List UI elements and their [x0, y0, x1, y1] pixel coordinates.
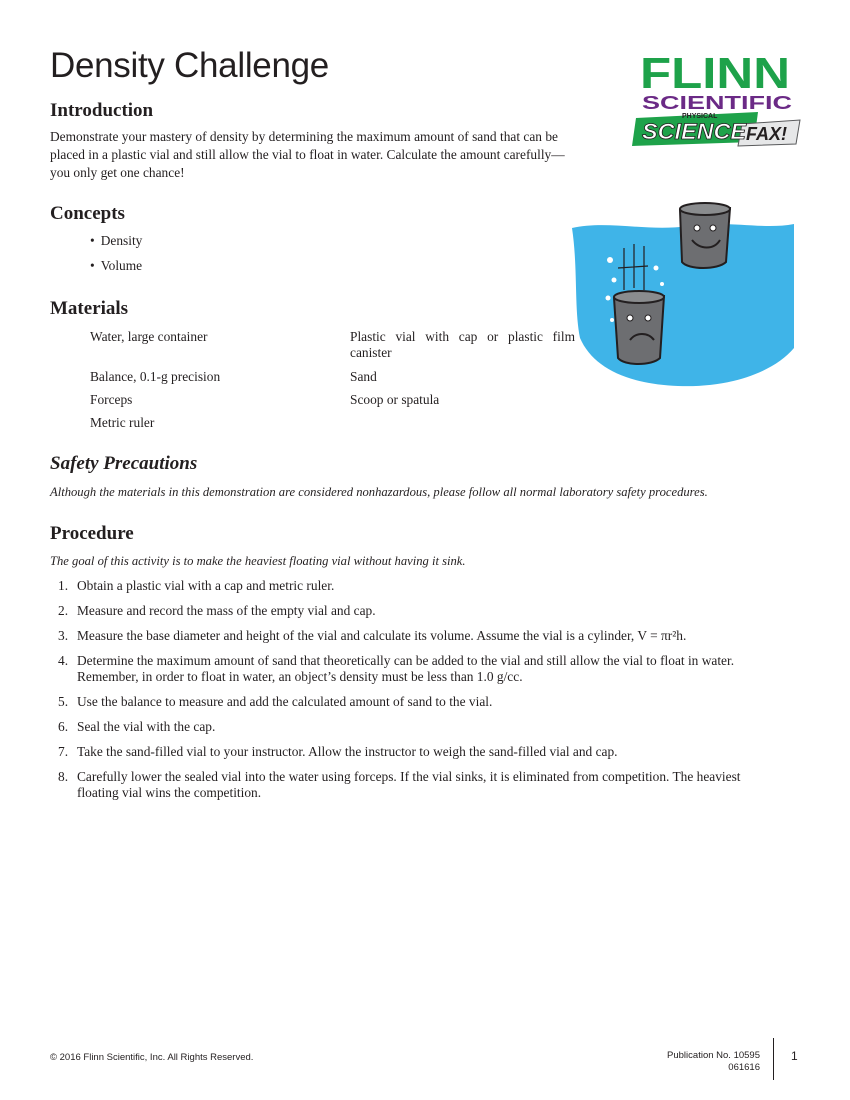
concepts-list — [90, 233, 142, 283]
introduction-text: Demonstrate your mastery of density by determining the maximum amount of sand that can be placed in a plastic vial and still allow the vial to float in water. Calculate the amount carefully—you only get one chance! — [50, 129, 565, 180]
material-item: Plastic vial with cap or plastic film canister — [350, 329, 575, 360]
material-item: Sand — [350, 369, 377, 384]
material-item: Metric ruler — [90, 415, 155, 430]
procedure-step: 6. Seal the vial with the cap. — [58, 719, 216, 734]
footer-copyright: © 2016 Flinn Scientific, Inc. All Rights Reserved. — [50, 1052, 254, 1063]
floating-vials-illustration — [568, 198, 798, 393]
procedure-step: 7. Take the sand-filled vial to your instructor. Allow the instructor to weigh the sand-filled vial and cap. — [58, 744, 618, 759]
procedure-goal: The goal of this activity is to make the heaviest floating vial without having it sink. — [50, 554, 466, 568]
procedure-step: 1. Obtain a plastic vial with a cap and metric ruler. — [58, 578, 335, 593]
footer-divider — [773, 1038, 774, 1080]
logo-scientific: SCIENTIFIC — [642, 93, 792, 113]
logo-physical: PHYSICAL — [682, 113, 718, 120]
sinking-vial-icon — [614, 291, 664, 364]
concepts-heading: Concepts — [50, 203, 125, 224]
materials-heading: Materials — [50, 298, 129, 319]
procedure-steps — [50, 578, 765, 810]
logo-fax: FAX! — [746, 124, 788, 144]
material-item: Balance, 0.1-g precision — [90, 369, 221, 384]
safety-heading: Safety Precautions — [50, 453, 198, 474]
material-item: Scoop or spatula — [350, 392, 440, 407]
concept-item: • Density — [90, 233, 142, 258]
flinn-logo — [630, 46, 805, 154]
page-number: 1 — [791, 1049, 798, 1063]
procedure-step: 2. Measure and record the mass of the empty vial and cap. — [58, 603, 376, 618]
footer-publication: Publication No. 10595 061616 — [667, 1050, 760, 1073]
safety-text: Although the materials in this demonstration are considered nonhazardous, please follow all normal laboratory safety procedures. — [50, 485, 708, 499]
material-item: Forceps — [90, 392, 133, 407]
introduction-heading: Introduction — [50, 100, 154, 121]
procedure-step: 3. Measure the base diameter and height of the vial and calculate its volume. Assume the vial is a cylinder, V = πr²h. — [58, 628, 687, 643]
concept-item: • Volume — [90, 258, 142, 283]
logo-flinn: FLINN — [640, 49, 790, 98]
procedure-step: 5. Use the balance to measure and add the calculated amount of sand to the vial. — [58, 694, 493, 709]
procedure-heading: Procedure — [50, 523, 134, 544]
page-title: Density Challenge — [50, 46, 329, 85]
logo-science: SCIENCE — [642, 119, 748, 144]
procedure-step: 4. Determine the maximum amount of sand that theoretically can be added to the vial and still allow the vial to float in water. Remember, in order to float in water, an object’s density must be less than 1.0 g/cc. — [58, 653, 735, 684]
material-item: Water, large container — [90, 329, 208, 344]
procedure-step: 8. Carefully lower the sealed vial into the water using forceps. If the vial sinks, it is eliminated from competition. The heaviest floating vial wins the competition. — [58, 769, 741, 800]
floating-vial-icon — [680, 203, 730, 268]
